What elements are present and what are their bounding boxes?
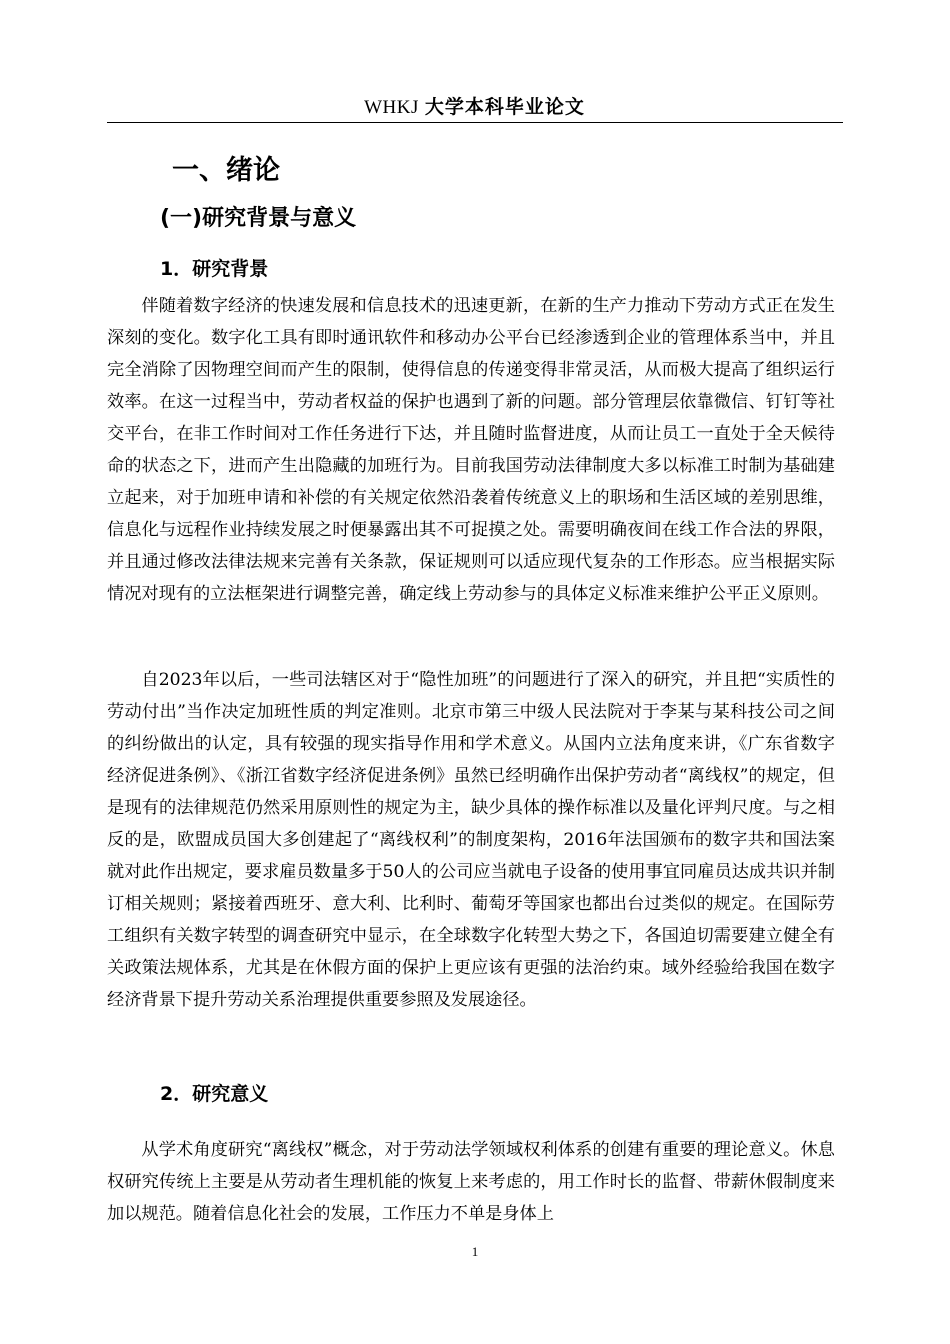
paragraph-significance-1: 从学术角度研究“离线权”概念，对于劳动法学领域权利体系的创建有重要的理论意义。休息权研究传统上主要是从劳动者生理机能的恢复上来考虑的，用工作时长的监督、带薪休假制度来加以规范。随着信息化社会的发展，工作压力不单是身体上 [107, 1140, 835, 1224]
chapter-heading: 一、绪论 [172, 155, 280, 186]
header-rule [107, 122, 843, 123]
subsection-heading-background: 1．研究背景 [160, 258, 269, 280]
paragraph-background-1: 伴随着数字经济的快速发展和信息技术的迅速更新，在新的生产力推动下劳动方式正在发生深刻的变化。数字化工具有即时通讯软件和移动办公平台已经渗透到企业的管理体系当中，并且完全消除了因物理空间而产生的限制，使得信息的传递变得非常灵活，从而极大提高了组织运行效率。在这一过程当中，劳动者权益的保护也遇到了新的问题。部分管理层依靠微信、钉钉等社交平台，在非工作时间对工作任务进行下达，并且随时监督进度，从而让员工一直处于全天候待命的状态之下，进而产生出隐藏的加班行为。目前我国劳动法律制度大多以标准工时制为基础建立起来，对于加班申请和补偿的有关规定依然沿袭着传统意义上的职场和生活区域的差别思维，信息化与远程作业持续发展之时便暴露出其不可捉摸之处。需要明确夜间在线工作合法的界限，并且通过修改法律法规来完善有关条款，保证规则可以适应现代复杂的工作形态。应当根据实际情况对现有的立法框架进行调整完善，确定线上劳动参与的具体定义标准来维护公平正义原则。 [107, 296, 835, 604]
paragraph-background-2: 自2023年以后，一些司法辖区对于“隐性加班”的问题进行了深入的研究，并且把“实质性的劳动付出”当作决定加班性质的判定准则。北京市第三中级人民法院对于李某与某科技公司之间的纠纷做出的认定，具有较强的现实指导作用和学术意义。从国内立法角度来讲，《广东省数字经济促进条例》、《浙江省数字经济促进条例》虽然已经明确作出保护劳动者“离线权”的规定，但是现有的法律规范仍然采用原则性的规定为主，缺少具体的操作标准以及量化评判尺度。与之相反的是，欧盟成员国大多创建起了“离线权利”的制度架构，2016年法国颁布的数字共和国法案就对此作出规定，要求雇员数量多于50人的公司应当就电子设备的使用事宜同雇员达成共识并制订相关规则；紧接着西班牙、意大利、比利时、葡萄牙等国家也都出台过类似的规定。在国际劳工组织有关数字转型的调查研究中显示，在全球数字化转型大势之下，各国迫切需要建立健全有关政策法规体系，尤其是在休假方面的保护上更应该有更强的法治约束。域外经验给我国在数字经济背景下提升劳动关系治理提供重要参照及发展途径。 [107, 670, 835, 1010]
header-latin: WHKJ [364, 97, 419, 118]
page-header [107, 92, 842, 122]
section-heading: (一)研究背景与意义 [160, 206, 357, 231]
header-title: 大学本科毕业论文 [424, 96, 585, 118]
page-number: 1 [471, 1244, 479, 1259]
subsection-heading-significance: 2．研究意义 [160, 1083, 269, 1105]
